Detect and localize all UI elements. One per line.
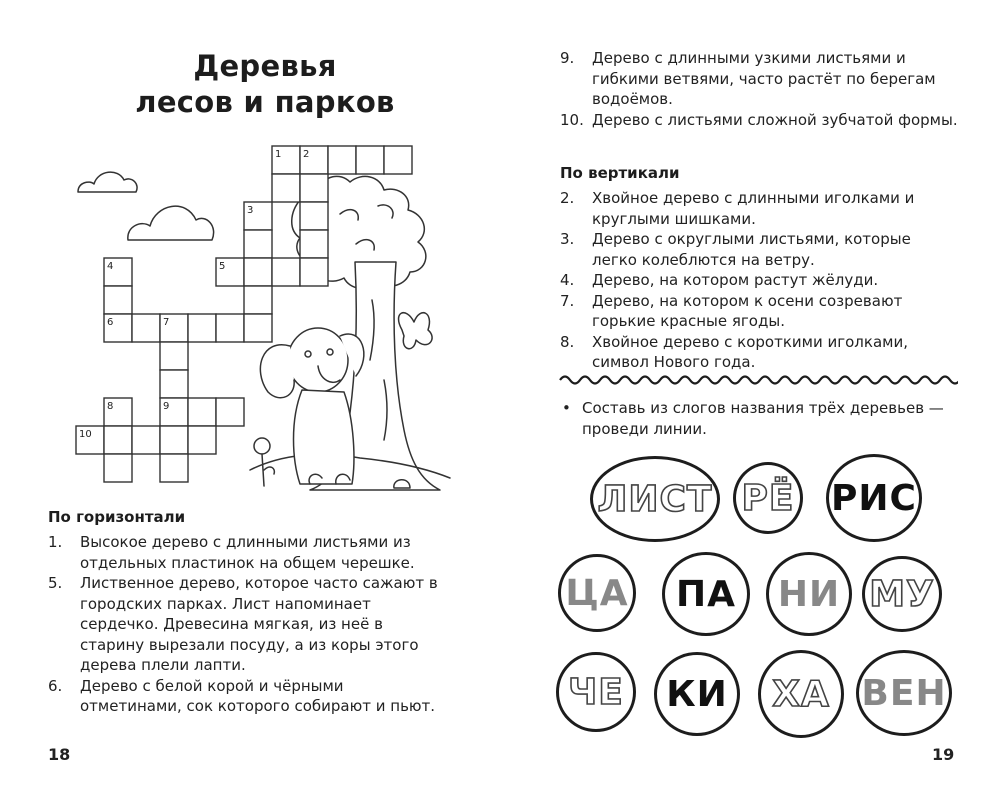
crossword-cell-number: 3 — [247, 205, 254, 216]
crossword-cell[interactable] — [104, 426, 132, 454]
crossword-cell[interactable] — [384, 146, 412, 174]
clue-item — [560, 332, 960, 373]
syllable-text: ЛИСТ — [597, 478, 713, 520]
syllable-text: ХА — [772, 673, 830, 715]
clue-number: 10. — [560, 110, 584, 129]
crossword-cell-number: 9 — [163, 401, 170, 412]
syllable-text: РЁ — [741, 477, 795, 519]
crossword-cell[interactable] — [188, 398, 216, 426]
crossword-cell-number: 1 — [275, 149, 282, 160]
page-number-right: 19 — [932, 745, 955, 764]
crossword-grid — [0, 0, 500, 520]
crossword-cell[interactable] — [104, 286, 132, 314]
crossword-cell[interactable] — [244, 230, 272, 258]
crossword-cell[interactable] — [244, 258, 272, 286]
crossword-cell[interactable] — [160, 426, 188, 454]
horizontal-heading: По горизонтали — [48, 508, 186, 526]
syllable-text: ЦА — [565, 572, 629, 614]
clue-item — [560, 270, 960, 291]
clue-number: 4. — [560, 271, 575, 289]
crossword-cell-number: 10 — [79, 429, 92, 440]
vertical-clues — [560, 188, 960, 373]
clue-item — [560, 110, 960, 131]
clue-item — [48, 573, 448, 676]
clue-item — [560, 291, 960, 332]
crossword-cell[interactable] — [160, 454, 188, 482]
clue-number: 3. — [560, 230, 575, 248]
crossword-cell-number: 6 — [107, 317, 114, 328]
clue-text: Лиственное дерево, которое часто сажают в городских парках. Лист напоминает сердечко. Древесина мягкая, из неё в старину вырезали посуду, а из коры этого дерева плели лапти. — [80, 574, 438, 674]
crossword-cell[interactable] — [132, 426, 160, 454]
crossword-cell[interactable] — [328, 146, 356, 174]
crossword-cell[interactable] — [356, 146, 384, 174]
crossword-cell[interactable] — [300, 202, 328, 230]
syllable-oval[interactable] — [826, 454, 922, 542]
crossword-cell[interactable] — [216, 314, 244, 342]
crossword-cell[interactable] — [104, 454, 132, 482]
crossword-cell[interactable] — [300, 174, 328, 202]
clue-item — [560, 48, 960, 110]
horizontal-clues — [48, 532, 448, 717]
vertical-heading: По вертикали — [560, 164, 680, 182]
horizontal-clues-continued — [560, 48, 960, 130]
syllable-oval[interactable] — [556, 652, 636, 732]
crossword-cell[interactable] — [244, 314, 272, 342]
crossword-cell-number: 5 — [219, 261, 226, 272]
syllable-oval[interactable] — [862, 556, 942, 632]
syllable-oval[interactable] — [856, 650, 952, 736]
task-bullet: • — [562, 399, 571, 417]
clue-item — [560, 188, 960, 229]
crossword-cell[interactable] — [132, 314, 160, 342]
syllable-text: НИ — [777, 573, 841, 615]
clue-item — [48, 532, 448, 573]
syllable-text: РИС — [831, 477, 917, 519]
syllable-text: ВЕН — [861, 672, 947, 714]
crossword-cell-number: 8 — [107, 401, 114, 412]
crossword-cell-number: 7 — [163, 317, 170, 328]
syllable-oval[interactable] — [662, 552, 750, 636]
clue-text: Дерево, на котором к осени созревают горькие красные ягоды. — [592, 291, 903, 330]
clue-number: 6. — [48, 676, 63, 695]
task-text: Составь из слогов названия трёх деревьев — проведи линии. — [582, 399, 944, 438]
crossword-cell[interactable] — [216, 398, 244, 426]
clue-number: 2. — [560, 189, 575, 207]
crossword-cell[interactable] — [188, 314, 216, 342]
page-number-left: 18 — [48, 745, 71, 764]
clue-text: Дерево с длинными узкими листьями и гибкими ветвями, часто растёт по берегам водоёмов. — [592, 49, 936, 108]
syllable-text: МУ — [869, 573, 935, 615]
syllable-oval[interactable] — [758, 650, 844, 738]
clue-text: Дерево с белой корой и чёрными отметинами, сок которого собирают и пьют. — [80, 676, 436, 715]
clue-number: 5. — [48, 574, 63, 592]
syllable-text: ЧЕ — [568, 671, 624, 713]
clue-text: Высокое дерево с длинными листьями из отдельных пластинок на общем черешке. — [80, 533, 415, 572]
clue-text: Дерево, на котором растут жёлуди. — [592, 271, 879, 289]
syllable-oval[interactable] — [766, 552, 852, 636]
crossword-cell[interactable] — [244, 286, 272, 314]
clue-number: 1. — [48, 533, 63, 551]
title-line-1: Деревья — [193, 49, 337, 83]
crossword-cell[interactable] — [188, 426, 216, 454]
clue-text: Хвойное дерево с длинными иголками и круглыми шишками. — [592, 189, 915, 228]
crossword-cell[interactable] — [272, 258, 300, 286]
clue-number: 8. — [560, 332, 575, 351]
clue-text: Дерево с листьями сложной зубчатой формы. — [592, 110, 958, 129]
clue-text: Дерево с округлыми листьями, которые легко колеблются на ветру. — [592, 230, 911, 269]
title-line-2: лесов и парков — [135, 85, 395, 119]
syllable-text: КИ — [666, 673, 728, 715]
crossword-cell[interactable] — [160, 342, 188, 370]
crossword-cell-number: 4 — [107, 261, 114, 272]
clue-number: 7. — [560, 291, 575, 310]
syllable-oval[interactable] — [733, 462, 803, 534]
syllable-text: ПА — [676, 573, 736, 615]
syllable-oval[interactable] — [654, 652, 740, 736]
syllable-oval[interactable] — [590, 456, 720, 542]
crossword-cell-number: 2 — [303, 149, 310, 160]
clue-number: 9. — [560, 49, 575, 67]
crossword-cell[interactable] — [300, 258, 328, 286]
crossword-cell[interactable] — [300, 230, 328, 258]
crossword-cell[interactable] — [160, 370, 188, 398]
clue-text: Хвойное дерево с короткими иголками, символ Нового года. — [592, 332, 908, 371]
clue-item — [48, 676, 448, 717]
wave-divider — [558, 372, 958, 388]
clue-item — [560, 229, 960, 270]
task-instruction — [562, 398, 977, 439]
crossword-cell[interactable] — [272, 174, 300, 202]
syllable-oval[interactable] — [558, 554, 636, 632]
